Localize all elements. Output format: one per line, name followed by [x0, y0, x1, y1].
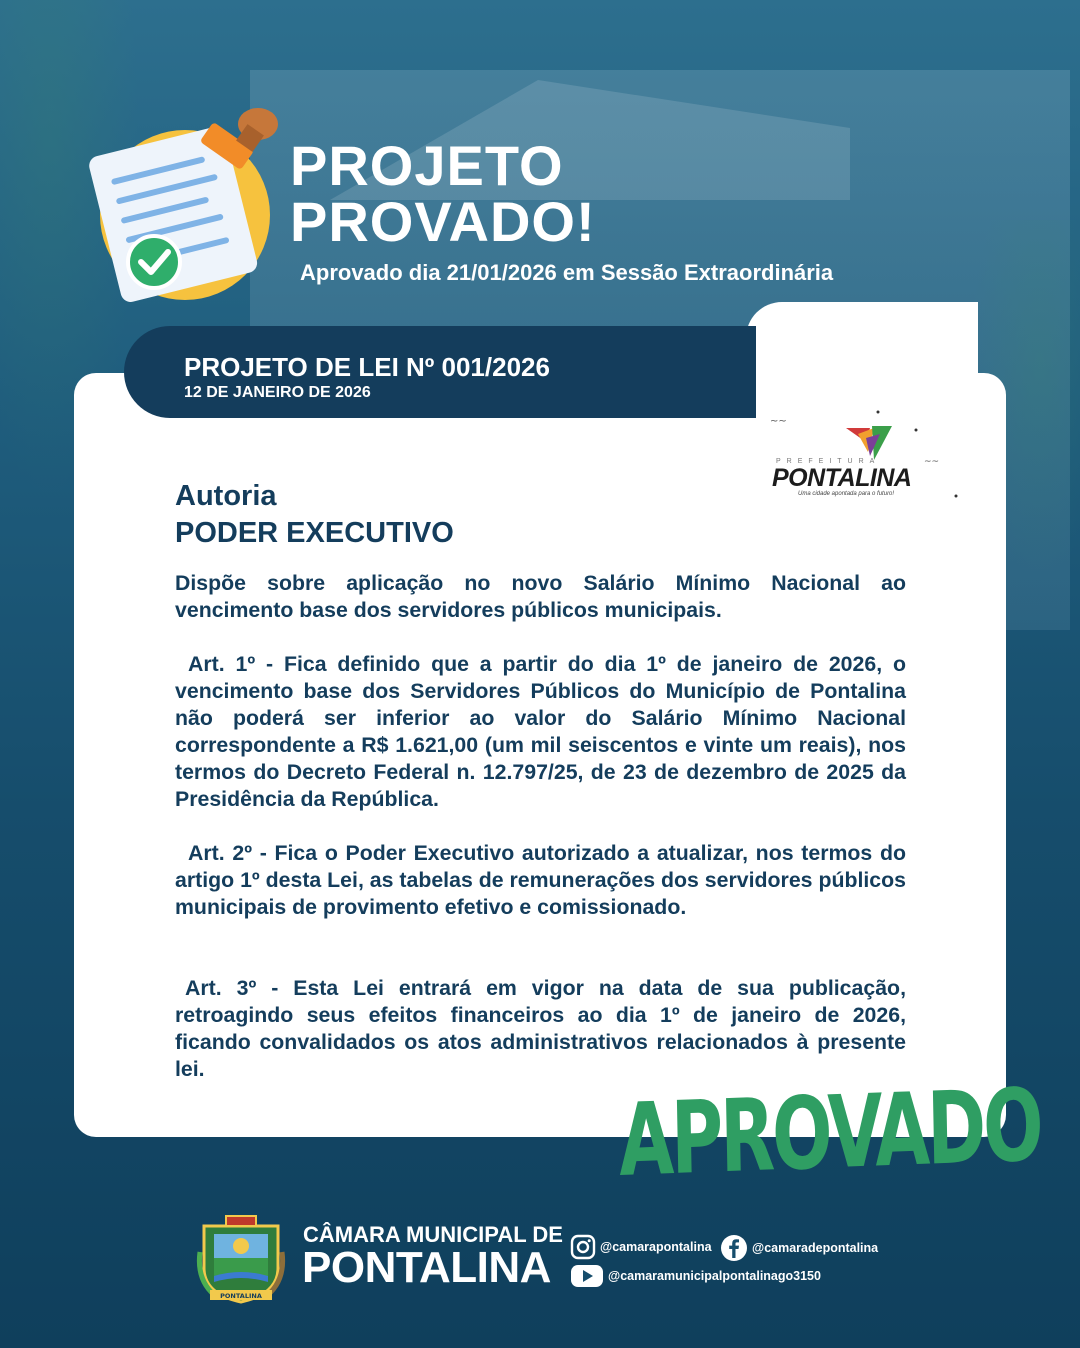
- svg-text:~~: ~~: [770, 416, 787, 427]
- chamber-name-line1: CÂMARA MUNICIPAL DE: [303, 1222, 563, 1247]
- crest-label: PONTALINA: [220, 1292, 262, 1300]
- authorship-label: Autoria: [175, 480, 277, 512]
- instagram-link[interactable]: [570, 1234, 712, 1260]
- hero-subtitle: Aprovado dia 21/01/2026 em Sessão Extraordinária: [300, 260, 834, 285]
- prefeitura-name: PONTALINA: [772, 464, 912, 492]
- youtube-link[interactable]: [570, 1264, 821, 1288]
- article-2: Art. 2º - Fica o Poder Executivo autorizado a atualizar, nos termos do artigo 1º desta Lei, as tabelas de remunerações dos servidores públicos municipais de provimento efetivo e comissionado.: [175, 841, 906, 919]
- document-icon: [80, 100, 290, 310]
- approved-stamp: APROVADO: [617, 1066, 1042, 1199]
- prefeitura-label: PREFEITURA: [776, 458, 881, 465]
- facebook-icon: [720, 1234, 748, 1262]
- prefeitura-tagline: Uma cidade apontada para o futuro!: [798, 491, 895, 497]
- authorship: [175, 478, 454, 552]
- article-3: Art. 3º - Esta Lei entrará em vigor na data de sua publicação, retroagindo seus efeitos financeiros ao dia 1º de janeiro de 2026, ficando convalidados os atos administrativos relacionados à presente lei.: [175, 976, 906, 1081]
- facebook-handle: @camaradepontalina: [752, 1241, 879, 1255]
- instagram-handle: @camarapontalina: [600, 1240, 712, 1254]
- youtube-icon: [570, 1264, 604, 1288]
- article-1: Art. 1º - Fica definido que a partir do dia 1º de janeiro de 2026, o vencimento base dos Servidores Públicos do Município de Pontalina não poderá ser inferior ao valor do Salário Mínimo Nacional correspondente a R$ 1.621,00 (um mil seiscentos e vinte um reais), nos termos do Decreto Federal n. 12.797/25, de 23 de dezembro de 2025 da Presidência da República.: [175, 652, 906, 811]
- check-icon: [128, 236, 180, 288]
- facebook-link[interactable]: [720, 1234, 878, 1262]
- hero-title: PROJETO PROVADO!: [290, 134, 596, 253]
- youtube-handle: @camaramunicipalpontalinago3150: [608, 1269, 821, 1283]
- instagram-icon: [570, 1234, 596, 1260]
- svg-text:~~: ~~: [924, 457, 940, 467]
- authorship-author: PODER EXECUTIVO: [175, 517, 454, 549]
- chamber-name-line2: PONTALINA: [302, 1243, 551, 1292]
- law-number: PROJETO DE LEI Nº 001/2026: [184, 352, 550, 382]
- municipal-crest: [196, 1212, 286, 1306]
- law-date: 12 DE JANEIRO DE 2026: [184, 384, 371, 401]
- ementa: Dispõe sobre aplicação no novo Salário Mínimo Nacional ao vencimento base dos servidores públicos municipais.: [175, 571, 906, 622]
